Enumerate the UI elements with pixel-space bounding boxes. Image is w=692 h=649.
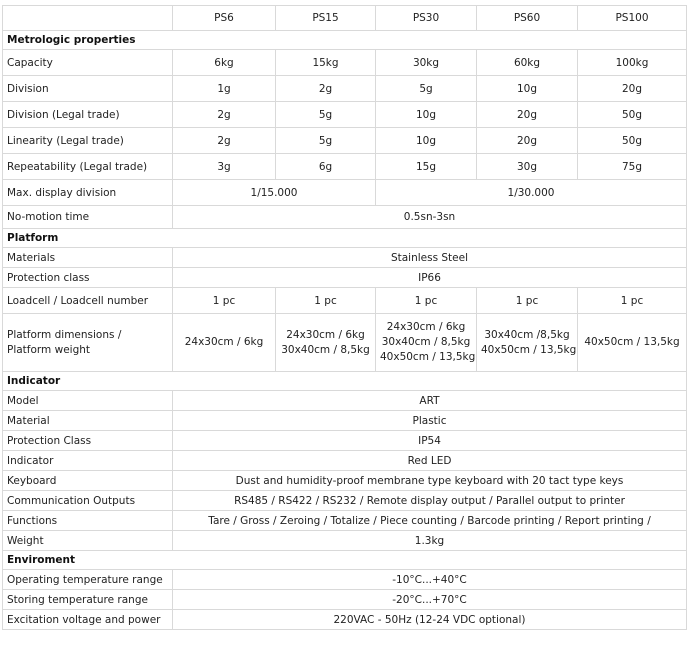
table-cell: 100kg: [578, 50, 687, 76]
section-heading-environment: Enviroment: [3, 551, 687, 570]
column-header: PS30: [376, 6, 477, 31]
row-label: Weight: [3, 531, 173, 551]
table-row: [3, 180, 687, 206]
table-cell: 20g: [477, 102, 578, 128]
table-cell: 1/15.000: [173, 180, 376, 206]
row-label: No-motion time: [3, 206, 173, 229]
row-label: Keyboard: [3, 471, 173, 491]
table-row: [3, 570, 687, 590]
table-row: [3, 411, 687, 431]
table-cell: 0.5sn-3sn: [173, 206, 687, 229]
table-cell: 1/30.000: [376, 180, 687, 206]
row-label: Loadcell / Loadcell number: [3, 288, 173, 314]
row-label: Model: [3, 391, 173, 411]
table-cell: [276, 314, 376, 372]
table-cell: 75g: [578, 154, 687, 180]
table-cell: 6kg: [173, 50, 276, 76]
table-cell: ART: [173, 391, 687, 411]
row-label: Max. display division: [3, 180, 173, 206]
dimension-line: 40x50cm / 13,5kg: [380, 351, 476, 363]
row-label: Storing temperature range: [3, 590, 173, 610]
section-row: [3, 372, 687, 391]
table-row: [3, 590, 687, 610]
row-label: Material: [3, 411, 173, 431]
dimension-line: 24x30cm / 6kg: [386, 321, 466, 333]
column-header: PS15: [276, 6, 376, 31]
table-cell: 30kg: [376, 50, 477, 76]
table-cell: 50g: [578, 102, 687, 128]
dimension-line: 30x40cm / 8,5kg: [281, 343, 370, 356]
row-label: Protection class: [3, 268, 173, 288]
table-cell: Tare / Gross / Zeroing / Totalize / Piece counting / Barcode printing / Report printing /: [173, 511, 687, 531]
section-heading-indicator: Indicator: [3, 372, 687, 391]
section-heading-platform: Platform: [3, 229, 687, 248]
table-row: [3, 511, 687, 531]
table-cell: 5g: [376, 76, 477, 102]
table-row: [3, 76, 687, 102]
table-cell: [578, 314, 687, 372]
dimension-line: 40x50cm / 13,5kg: [584, 336, 680, 348]
table-cell: 1 pc: [477, 288, 578, 314]
table-row: [3, 610, 687, 630]
table-row: [3, 391, 687, 411]
table-row: [3, 128, 687, 154]
table-cell: 1g: [173, 76, 276, 102]
table-cell: 15kg: [276, 50, 376, 76]
table-row: [3, 268, 687, 288]
table-cell: IP66: [173, 268, 687, 288]
table-cell: 20g: [578, 76, 687, 102]
table-cell: -20°C...+70°C: [173, 590, 687, 610]
table-cell: 20g: [477, 128, 578, 154]
row-label: Division (Legal trade): [3, 102, 173, 128]
section-row: [3, 551, 687, 570]
table-row: [3, 431, 687, 451]
row-label: Division: [3, 76, 173, 102]
table-cell: Dust and humidity-proof membrane type keyboard with 20 tact type keys: [173, 471, 687, 491]
row-label: Platform dimensions / Platform weight: [3, 314, 173, 372]
dimension-line: 30x40cm / 8,5kg: [381, 336, 471, 348]
table-cell: 1 pc: [173, 288, 276, 314]
table-cell: [173, 314, 276, 372]
table-cell: [376, 314, 477, 372]
table-cell: Red LED: [173, 451, 687, 471]
table-cell: 1 pc: [376, 288, 477, 314]
dimension-line: 30x40cm /8,5kg: [484, 328, 570, 341]
table-cell: -10°C...+40°C: [173, 570, 687, 590]
table-cell: 5g: [276, 102, 376, 128]
table-row: [3, 314, 687, 372]
header-empty-cell: [3, 6, 173, 31]
table-cell: 1 pc: [276, 288, 376, 314]
row-label: Capacity: [3, 50, 173, 76]
table-cell: 60kg: [477, 50, 578, 76]
row-label: Materials: [3, 248, 173, 268]
table-cell: 30g: [477, 154, 578, 180]
column-header: PS6: [173, 6, 276, 31]
table-cell: Plastic: [173, 411, 687, 431]
dimension-line: 24x30cm / 6kg: [286, 328, 365, 341]
table-cell: 10g: [477, 76, 578, 102]
table-row: [3, 102, 687, 128]
table-cell: 2g: [276, 76, 376, 102]
table-cell: 1.3kg: [173, 531, 687, 551]
section-heading-metrologic: Metrologic properties: [3, 31, 687, 50]
dimension-line: 24x30cm / 6kg: [184, 336, 264, 348]
table-cell: 1 pc: [578, 288, 687, 314]
row-label: Excitation voltage and power: [3, 610, 173, 630]
table-cell: 2g: [173, 102, 276, 128]
table-row: [3, 154, 687, 180]
table-row: [3, 471, 687, 491]
table-header-row: [3, 6, 687, 31]
section-row: [3, 31, 687, 50]
row-label: Indicator: [3, 451, 173, 471]
table-cell: 15g: [376, 154, 477, 180]
table-row: [3, 248, 687, 268]
table-cell: 3g: [173, 154, 276, 180]
table-cell: 10g: [376, 102, 477, 128]
table-cell: 2g: [173, 128, 276, 154]
table-cell: 10g: [376, 128, 477, 154]
row-label: Repeatability (Legal trade): [3, 154, 173, 180]
table-cell: [477, 314, 578, 372]
dimension-line: 40x50cm / 13,5kg: [481, 343, 577, 356]
table-cell: 6g: [276, 154, 376, 180]
table-row: [3, 531, 687, 551]
column-header: PS60: [477, 6, 578, 31]
table-row: [3, 451, 687, 471]
table-cell: 5g: [276, 128, 376, 154]
row-label: Communication Outputs: [3, 491, 173, 511]
row-label: Operating temperature range: [3, 570, 173, 590]
row-label: Functions: [3, 511, 173, 531]
row-label: Linearity (Legal trade): [3, 128, 173, 154]
row-label: Protection Class: [3, 431, 173, 451]
table-row: [3, 206, 687, 229]
table-row: [3, 491, 687, 511]
table-cell: Stainless Steel: [173, 248, 687, 268]
table-cell: RS485 / RS422 / RS232 / Remote display output / Parallel output to printer: [173, 491, 687, 511]
table-cell: IP54: [173, 431, 687, 451]
table-cell: 220VAC - 50Hz (12-24 VDC optional): [173, 610, 687, 630]
column-header: PS100: [578, 6, 687, 31]
table-cell: 50g: [578, 128, 687, 154]
section-row: [3, 229, 687, 248]
table-row: [3, 288, 687, 314]
table-row: [3, 50, 687, 76]
spec-table: [2, 5, 687, 630]
